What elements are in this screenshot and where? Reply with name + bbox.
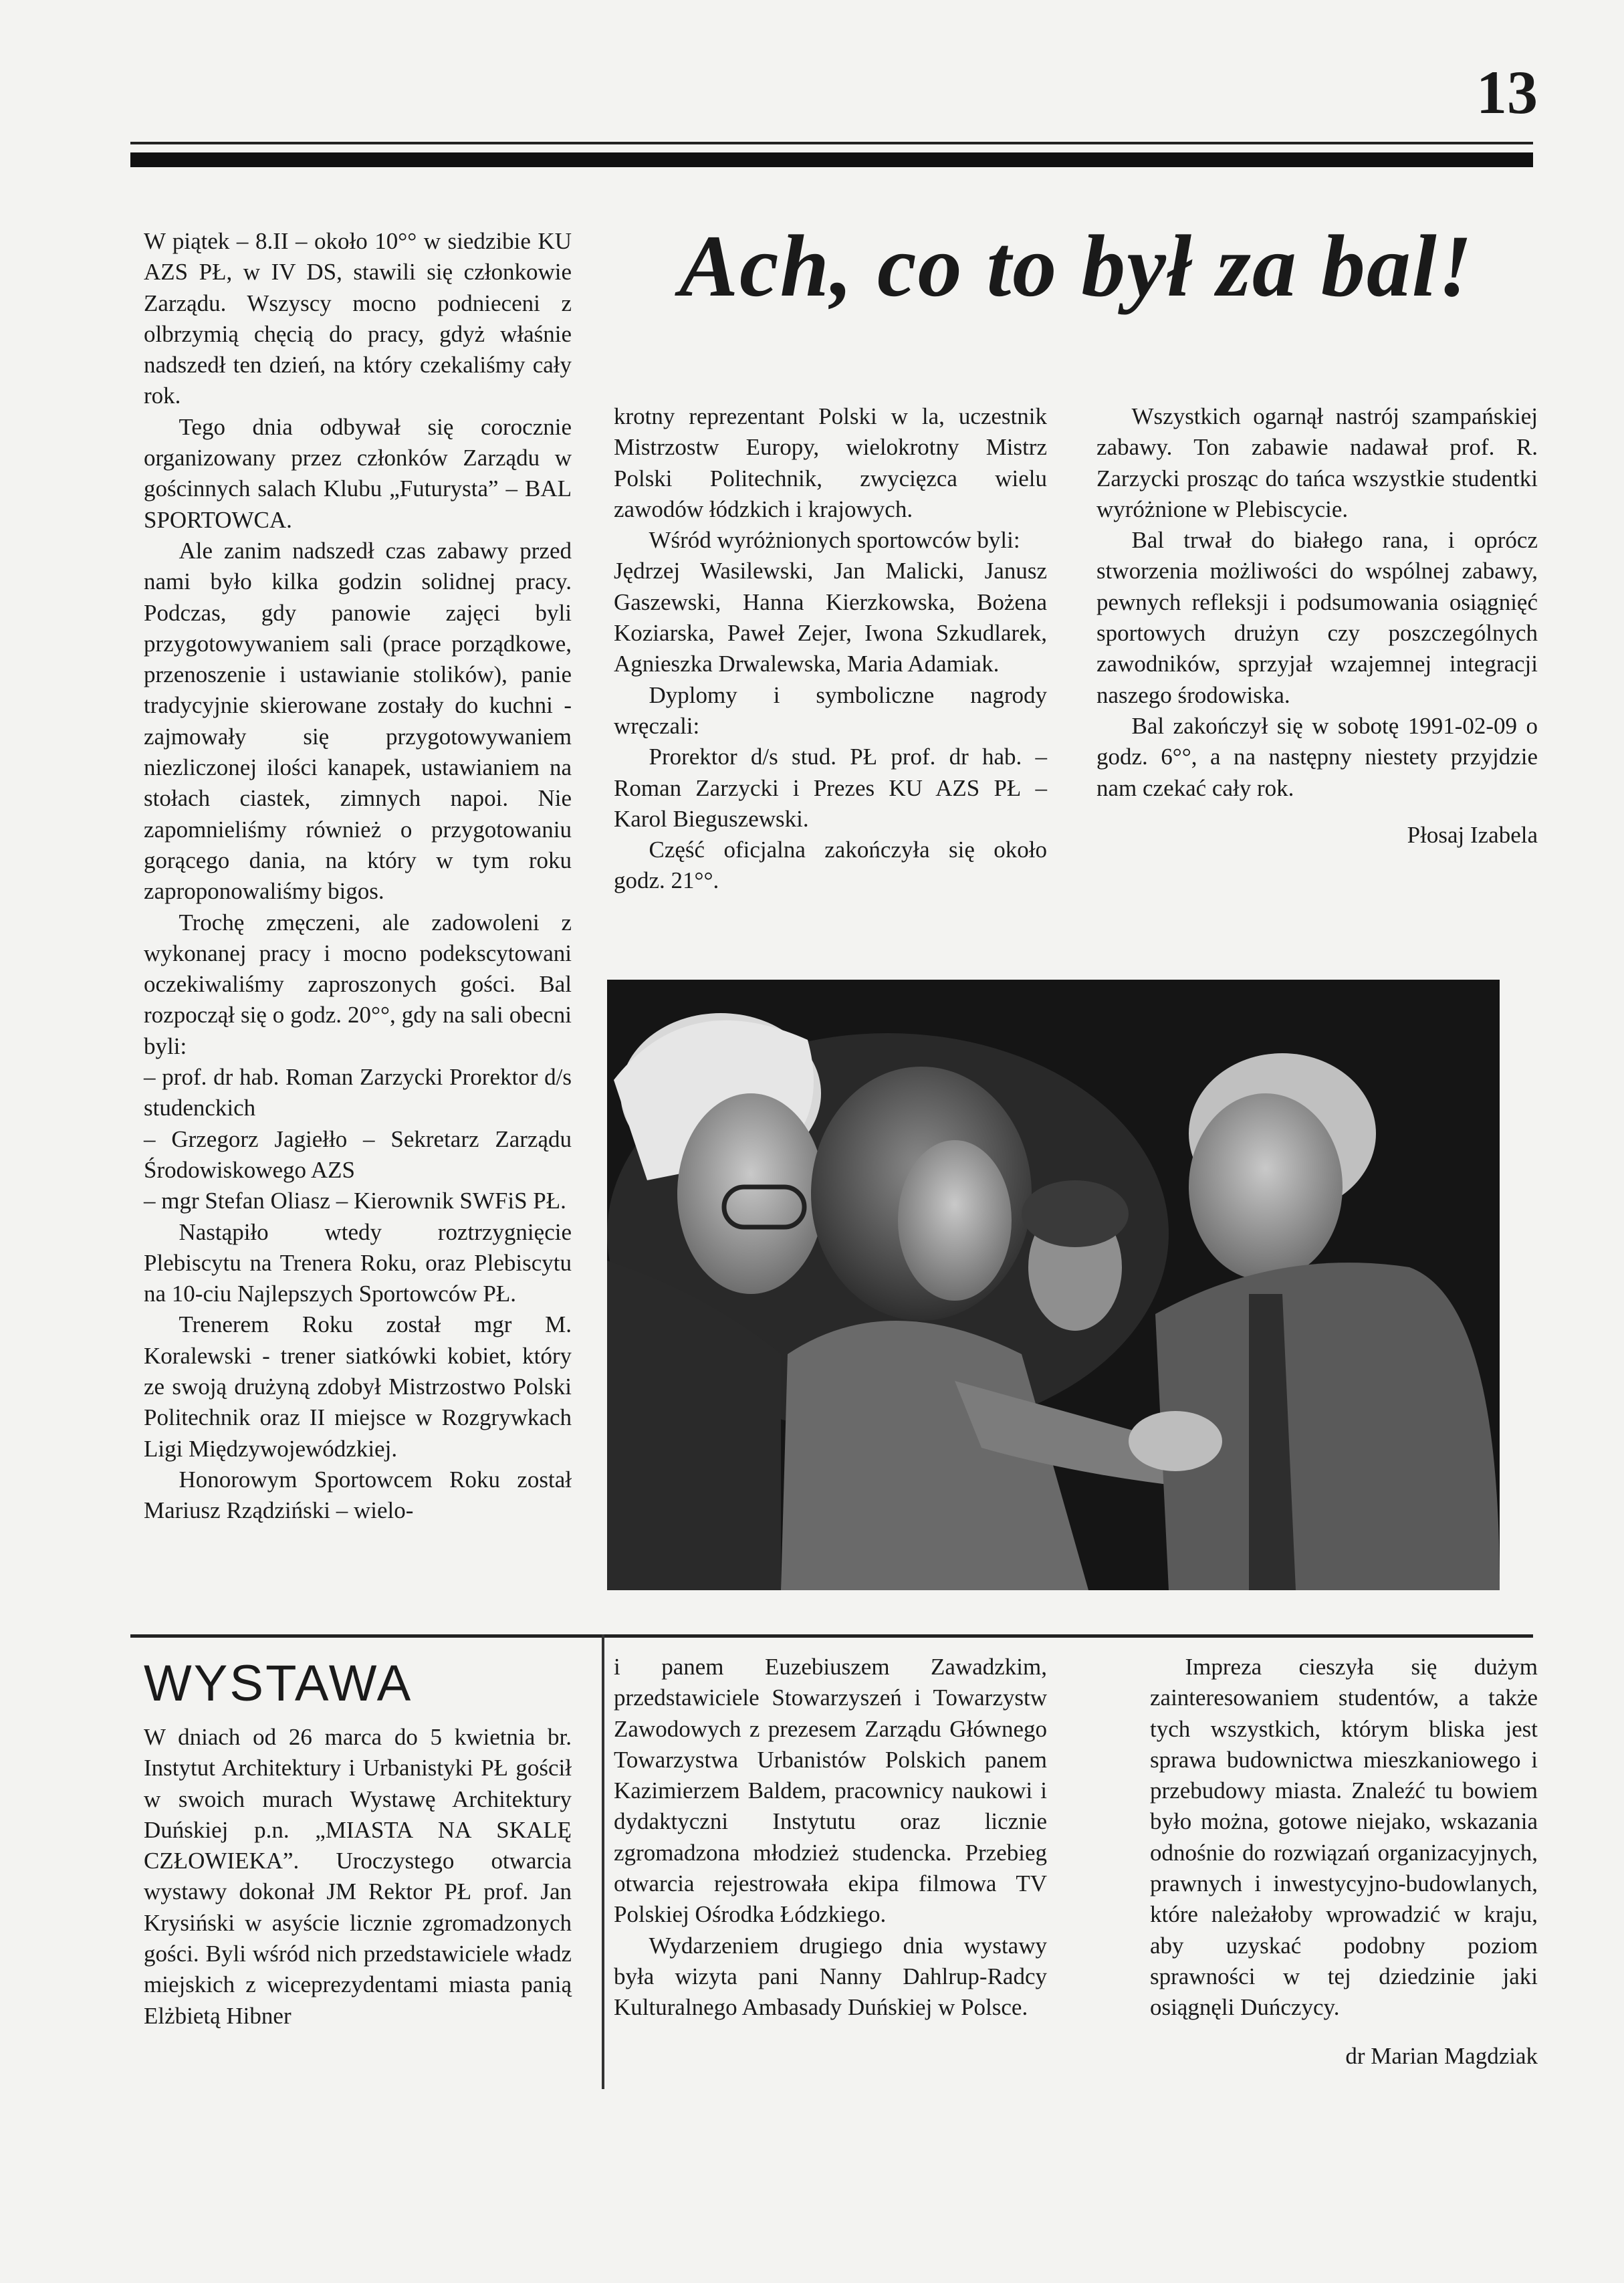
paragraph: Część oficjalna zakończyła się około godz. 21°°.	[614, 837, 1047, 894]
article2-column-1	[144, 1722, 572, 2032]
paragraph: Bal zakończył się w sobotę 1991-02-09 o godz. 6°°, a na następny niestety przyjdzie nam czekać cały rok.	[1096, 712, 1538, 801]
event-photo	[607, 980, 1500, 1590]
event-photo-illustration	[607, 980, 1500, 1590]
paragraph: W piątek – 8.II – około 10°° w siedzibie KU AZS PŁ, w IV DS, stawili się członkowie Zarządu. Wszyscy mocno podnieceni z olbrzymią chęcią do pracy, gdyż właśnie nadszedł ten dzień, na który czekaliśmy cały rok.	[144, 228, 572, 409]
section-divider	[130, 1634, 1533, 1638]
paragraph: Trenerem Roku został mgr M. Koralewski - trener siatkówki kobiet, który ze swoją drużyną zdobył Mistrzostwo Polski Politechnik oraz II miejsce w Rozgrywkach Ligi Międzywojewódzkiej.	[144, 1311, 572, 1462]
guest-list-item: – prof. dr hab. Roman Zarzycki Prorektor d/s studenckich	[144, 1064, 572, 1121]
header-rule-thin	[130, 142, 1533, 144]
article1-column-3	[1096, 401, 1538, 851]
paragraph: Bal trwał do białego rana, i oprócz stworzenia możliwości do wspólnej zabawy, pewnych refleksji i podsumowania osiągnięć sportowych drużyn czy poszczególnych zawodników, sprzyjał wzajemnej integracji naszego środowiska.	[1096, 527, 1538, 708]
paragraph: Prorektor d/s stud. PŁ prof. dr hab. – Roman Zarzycki i Prezes KU AZS PŁ – Karol Bieguszewski.	[614, 744, 1047, 832]
article2-author: dr Marian Magdziak	[1345, 2042, 1538, 2069]
article-headline: Ach, co to był za bal!	[679, 217, 1474, 315]
wystawa-title: WYSTAWA	[144, 1655, 413, 1712]
guest-list-item: – Grzegorz Jagiełło – Sekretarz Zarządu Środowiskowego AZS	[144, 1125, 572, 1183]
header-rule-thick	[130, 152, 1533, 167]
article1-column-2	[614, 401, 1047, 897]
guest-list-item: – mgr Stefan Oliasz – Kierownik SWFiS PŁ.	[144, 1188, 566, 1214]
paragraph: Wśród wyróżnionych sportowców byli:	[649, 527, 1020, 554]
paragraph: Wszystkich ogarnął nastrój szampańskiej zabawy. Ton zabawie nadawał prof. R. Zarzycki prosząc do tańca wszystkie studentki wyróżnione w Plebiscycie.	[1096, 403, 1538, 522]
paragraph: W dniach od 26 marca do 5 kwietnia br. Instytut Architektury i Urbanistyki PŁ gościł w swoich murach Wystawę Architektury Duńskiej p.n. „MIASTA NA SKALĘ CZŁOWIEKA”. Uroczystego otwarcia wystawy dokonał JM Rektor PŁ prof. Jan Krysiński w asyście licznie zgromadzonych gości. Byli wśród nich przedstawiciele władz miejskich z wiceprezydentami miasta panią Elżbietą Hibner	[144, 1724, 572, 2029]
paragraph: Trochę zmęczeni, ale zadowoleni z wykonanej pracy i mocno podekscytowani oczekiwaliśmy zaproszonych gości. Bal rozpoczął się o godz. 20°°, gdy na sali obecni byli:	[144, 909, 572, 1059]
paragraph: Dyplomy i symboliczne nagrody wręczali:	[614, 681, 1047, 739]
paragraph: Ale zanim nadszedł czas zabawy przed nami było kilka godzin solidnej pracy. Podczas, gdy panowie zajęci byli przygotowywaniem sali (prace porządkowe, przenoszenie i ustawianie stolików), panie tradycyjnie skierowane zostały do kuchni - zajmowały się przygotowywaniem niezliczonej ilości kanapek, ustawianiem na stołach ciastek, zimnych napoi. Nie zapomnieliśmy również o przygotowaniu gorącego dania, na który w tym roku zaproponowaliśmy bigos.	[144, 537, 572, 905]
article1-author: Płosaj Izabela	[1407, 821, 1538, 848]
article1-column-1	[144, 226, 572, 1526]
paragraph: Nastąpiło wtedy roztrzygnięcie Plebiscytu na Trenera Roku, oraz Plebiscytu na 10-ciu Najlepszych Sportowców PŁ.	[144, 1218, 572, 1307]
article2-column-3	[1150, 1652, 1538, 2072]
paragraph: Honorowym Sportowcem Roku został Mariusz Rządziński – wielo-	[144, 1466, 572, 1524]
article2-column-2	[614, 1652, 1047, 2024]
paragraph: krotny reprezentant Polski w la, uczestnik Mistrzostw Europy, wielokrotny Mistrz Polski Politechnik, zwycięzca wielu zawodów łódzkich i krajowych.	[614, 403, 1047, 522]
paragraph: Wydarzeniem drugiego dnia wystawy była wizyta pani Nanny Dahlrup-Radcy Kulturalnego Ambasady Duńskiej w Polsce.	[614, 1932, 1047, 2021]
paragraph: Jędrzej Wasilewski, Jan Malicki, Janusz Gaszewski, Hanna Kierzkowska, Bożena Koziarska, Paweł Zejer, Iwona Szkudlarek, Agnieszka Drwalewska, Maria Adamiak.	[614, 558, 1047, 677]
page-number: 13	[1476, 58, 1538, 126]
paragraph: Tego dnia odbywał się corocznie organizowany przez członków Zarządu w gościnnych salach Klubu „Futurysta” – BAL SPORTOWCA.	[144, 413, 572, 533]
paragraph: i panem Euzebiuszem Zawadzkim, przedstawiciele Stowarzyszeń i Towarzystw Zawodowych z prezesem Zarządu Głównego Towarzystwa Urbanistów Polskich panem Kazimierzem Baldem, pracownicy naukowi i dydaktyczni Instytutu oraz licznie zgromadzona młodzież studencka. Przebieg otwarcia rejestrowała ekipa filmowa TV Polskiej Ośrodka Łódzkiego.	[614, 1654, 1047, 1928]
paragraph: Impreza cieszyła się dużym zainteresowaniem studentów, a także tych wszystkich, którym bliska jest sprawa budownictwa mieszkaniowego i przebudowy miasta. Znaleźć tu bowiem było można, gotowe niejako, wskazania odnośnie do rozwiązań organizacyjnych, prawnych i inwestycyjno-budowlanych, które należałoby wprowadzić w kraju, aby uzyskać podobny poziom sprawności w tej dziedzinie jaki osiągnęli Duńczycy.	[1150, 1654, 1538, 2021]
